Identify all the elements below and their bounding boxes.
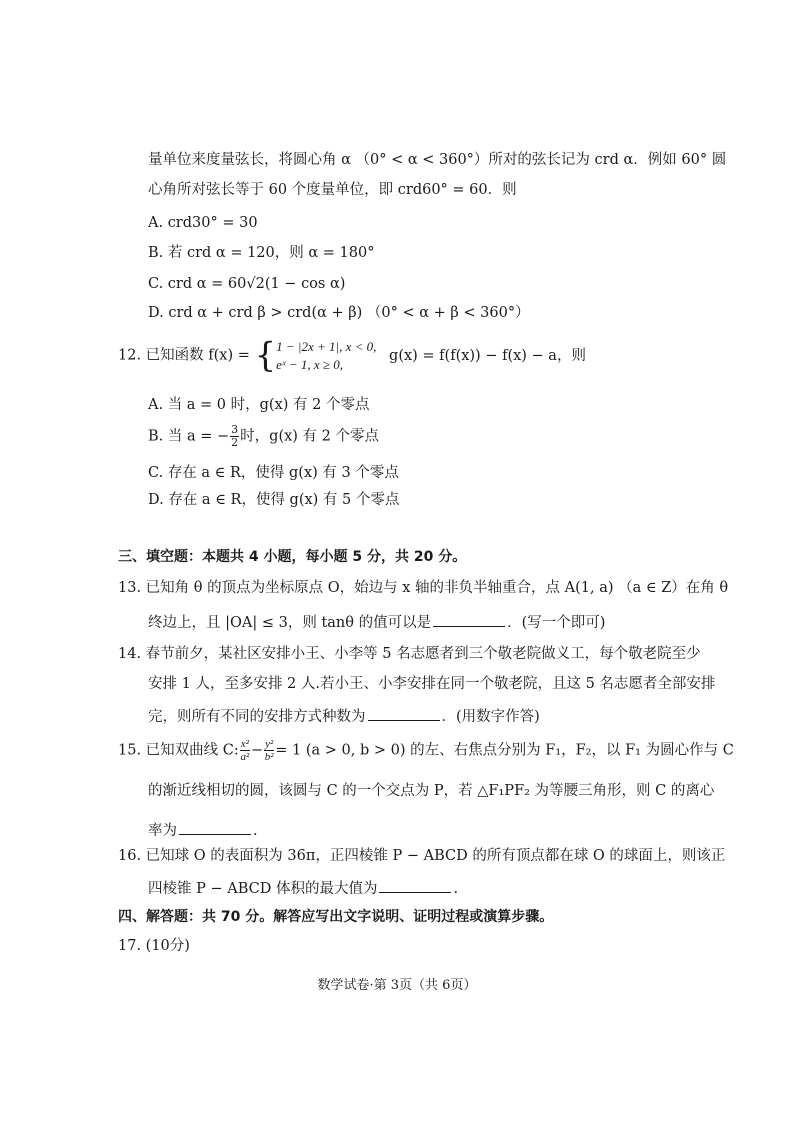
q11-option-d: D. crd α + crd β > crd(α + β) （0° < α + β < 360°） [148, 305, 530, 321]
q14-line3 [148, 706, 540, 726]
q13-line2-tail: ．(写一个即可) [507, 615, 606, 631]
q16-line1: 16. 已知球 O 的表面积为 36π，正四棱锥 P − ABCD 的所有顶点都在球 O 的球面上，则该正 [118, 848, 726, 864]
q15-line3-tail: . [253, 823, 258, 839]
q12-option-b-head: B. 当 a = − [148, 428, 230, 445]
q12-stem [118, 335, 586, 376]
page-footer: 数学试卷·第 3页（共 6页） [317, 978, 477, 993]
q15-frac-x-den: a² [240, 751, 250, 764]
q12-prefix: 已知函数 f(x) = [145, 347, 250, 364]
q14-line3-tail: ．(用数字作答) [441, 709, 540, 725]
q14-answer-blank[interactable] [368, 706, 440, 721]
q14-line3-text: 完，则所有不同的安排方式种数为 [148, 709, 366, 725]
q12-option-b-tail: 时，g(x) 有 2 个零点 [240, 428, 379, 445]
q15-answer-blank[interactable] [179, 820, 251, 835]
q12-number: 12. [118, 347, 142, 364]
q15-line1-head: 15. 已知双曲线 C: [118, 742, 239, 759]
q15-line3-text: 率为 [148, 823, 177, 839]
q11-option-a: A. crd30° = 30 [148, 215, 258, 231]
q15-line1 [118, 738, 734, 763]
q15-line1-tail: = 1 (a > 0, b > 0) 的左、右焦点分别为 F₁，F₂，以 F₁ 为圆心作与 C [275, 742, 734, 759]
q11-option-b: B. 若 crd α = 120，则 α = 180° [148, 245, 375, 261]
q12-suffix: g(x) = f(f(x)) − f(x) − a，则 [389, 347, 586, 364]
q15-minus: − [250, 742, 264, 759]
q11-option-c: C. crd α = 60√2(1 − cos α) [148, 276, 346, 292]
q12-option-d: D. 存在 a ∈ R，使得 g(x) 有 5 个零点 [148, 492, 400, 508]
q14-line1: 14. 春节前夕，某社区安排小王、小李等 5 名志愿者到三个敬老院做义工，每个敬老院至少 [118, 646, 701, 662]
q12-case1: 1 − |2x + 1|, x < 0, [276, 339, 377, 354]
q13-line2 [148, 612, 605, 632]
section-3-title: 三、填空题：本题共 4 小题，每小题 5 分，共 20 分。 [118, 549, 467, 565]
q13-line2-text: 终边上，且 |OA| ≤ 3，则 tanθ 的值可以是 [148, 615, 432, 631]
q12-option-a: A. 当 a = 0 时，g(x) 有 2 个零点 [148, 397, 370, 413]
q17-label: 17. (10分) [118, 938, 190, 954]
q16-line2 [148, 878, 458, 898]
q12-case2: eˣ − 1, x ≥ 0, [276, 356, 344, 372]
q11-stem-line2: 心角所对弦长等于 60 个度量单位，即 crd60° = 60．则 [148, 182, 517, 198]
q15-frac-y-num: y² [265, 738, 274, 750]
q12-piecewise [276, 338, 376, 373]
q15-frac-y-den: b² [264, 751, 274, 764]
q14-line2: 安排 1 人，至多安排 2 人.若小王、小李安排在同一个敬老院，且这 5 名志愿者全部安排 [148, 676, 716, 692]
q12-option-b [148, 424, 379, 449]
q15-frac-x-num: x² [240, 738, 249, 750]
q16-answer-blank[interactable] [379, 878, 451, 893]
q13-line1: 13. 已知角 θ 的顶点为坐标原点 O，始边与 x 轴的非负半轴重合，点 A(1, a) （a ∈ Z）在角 θ [118, 580, 729, 596]
q15-frac-x [240, 738, 250, 763]
section-4-title: 四、解答题：共 70 分。解答应写出文字说明、证明过程或演算步骤。 [118, 909, 554, 925]
q12-option-c: C. 存在 a ∈ R，使得 g(x) 有 3 个零点 [148, 465, 399, 481]
q15-line2: 的渐近线相切的圆，该圆与 C 的一个交点为 P，若 △F₁PF₂ 为等腰三角形，则 C 的离心 [148, 783, 715, 799]
q12-option-b-frac-num: 3 [231, 423, 239, 436]
q15-frac-y [264, 738, 274, 763]
q15-line3 [148, 820, 258, 840]
q12-option-b-frac [230, 424, 239, 449]
q16-line2-tail: . [453, 881, 459, 897]
q12-option-b-frac-den: 2 [231, 436, 239, 450]
q12-brace: { [254, 335, 277, 376]
q11-stem-line1: 量单位来度量弦长，将圆心角 α （0° < α < 360°）所对的弦长记为 crd α．例如 60° 圆 [148, 152, 727, 168]
q13-answer-blank[interactable] [433, 612, 505, 627]
q16-line2-text: 四棱锥 P − ABCD 体积的最大值为 [148, 881, 378, 897]
